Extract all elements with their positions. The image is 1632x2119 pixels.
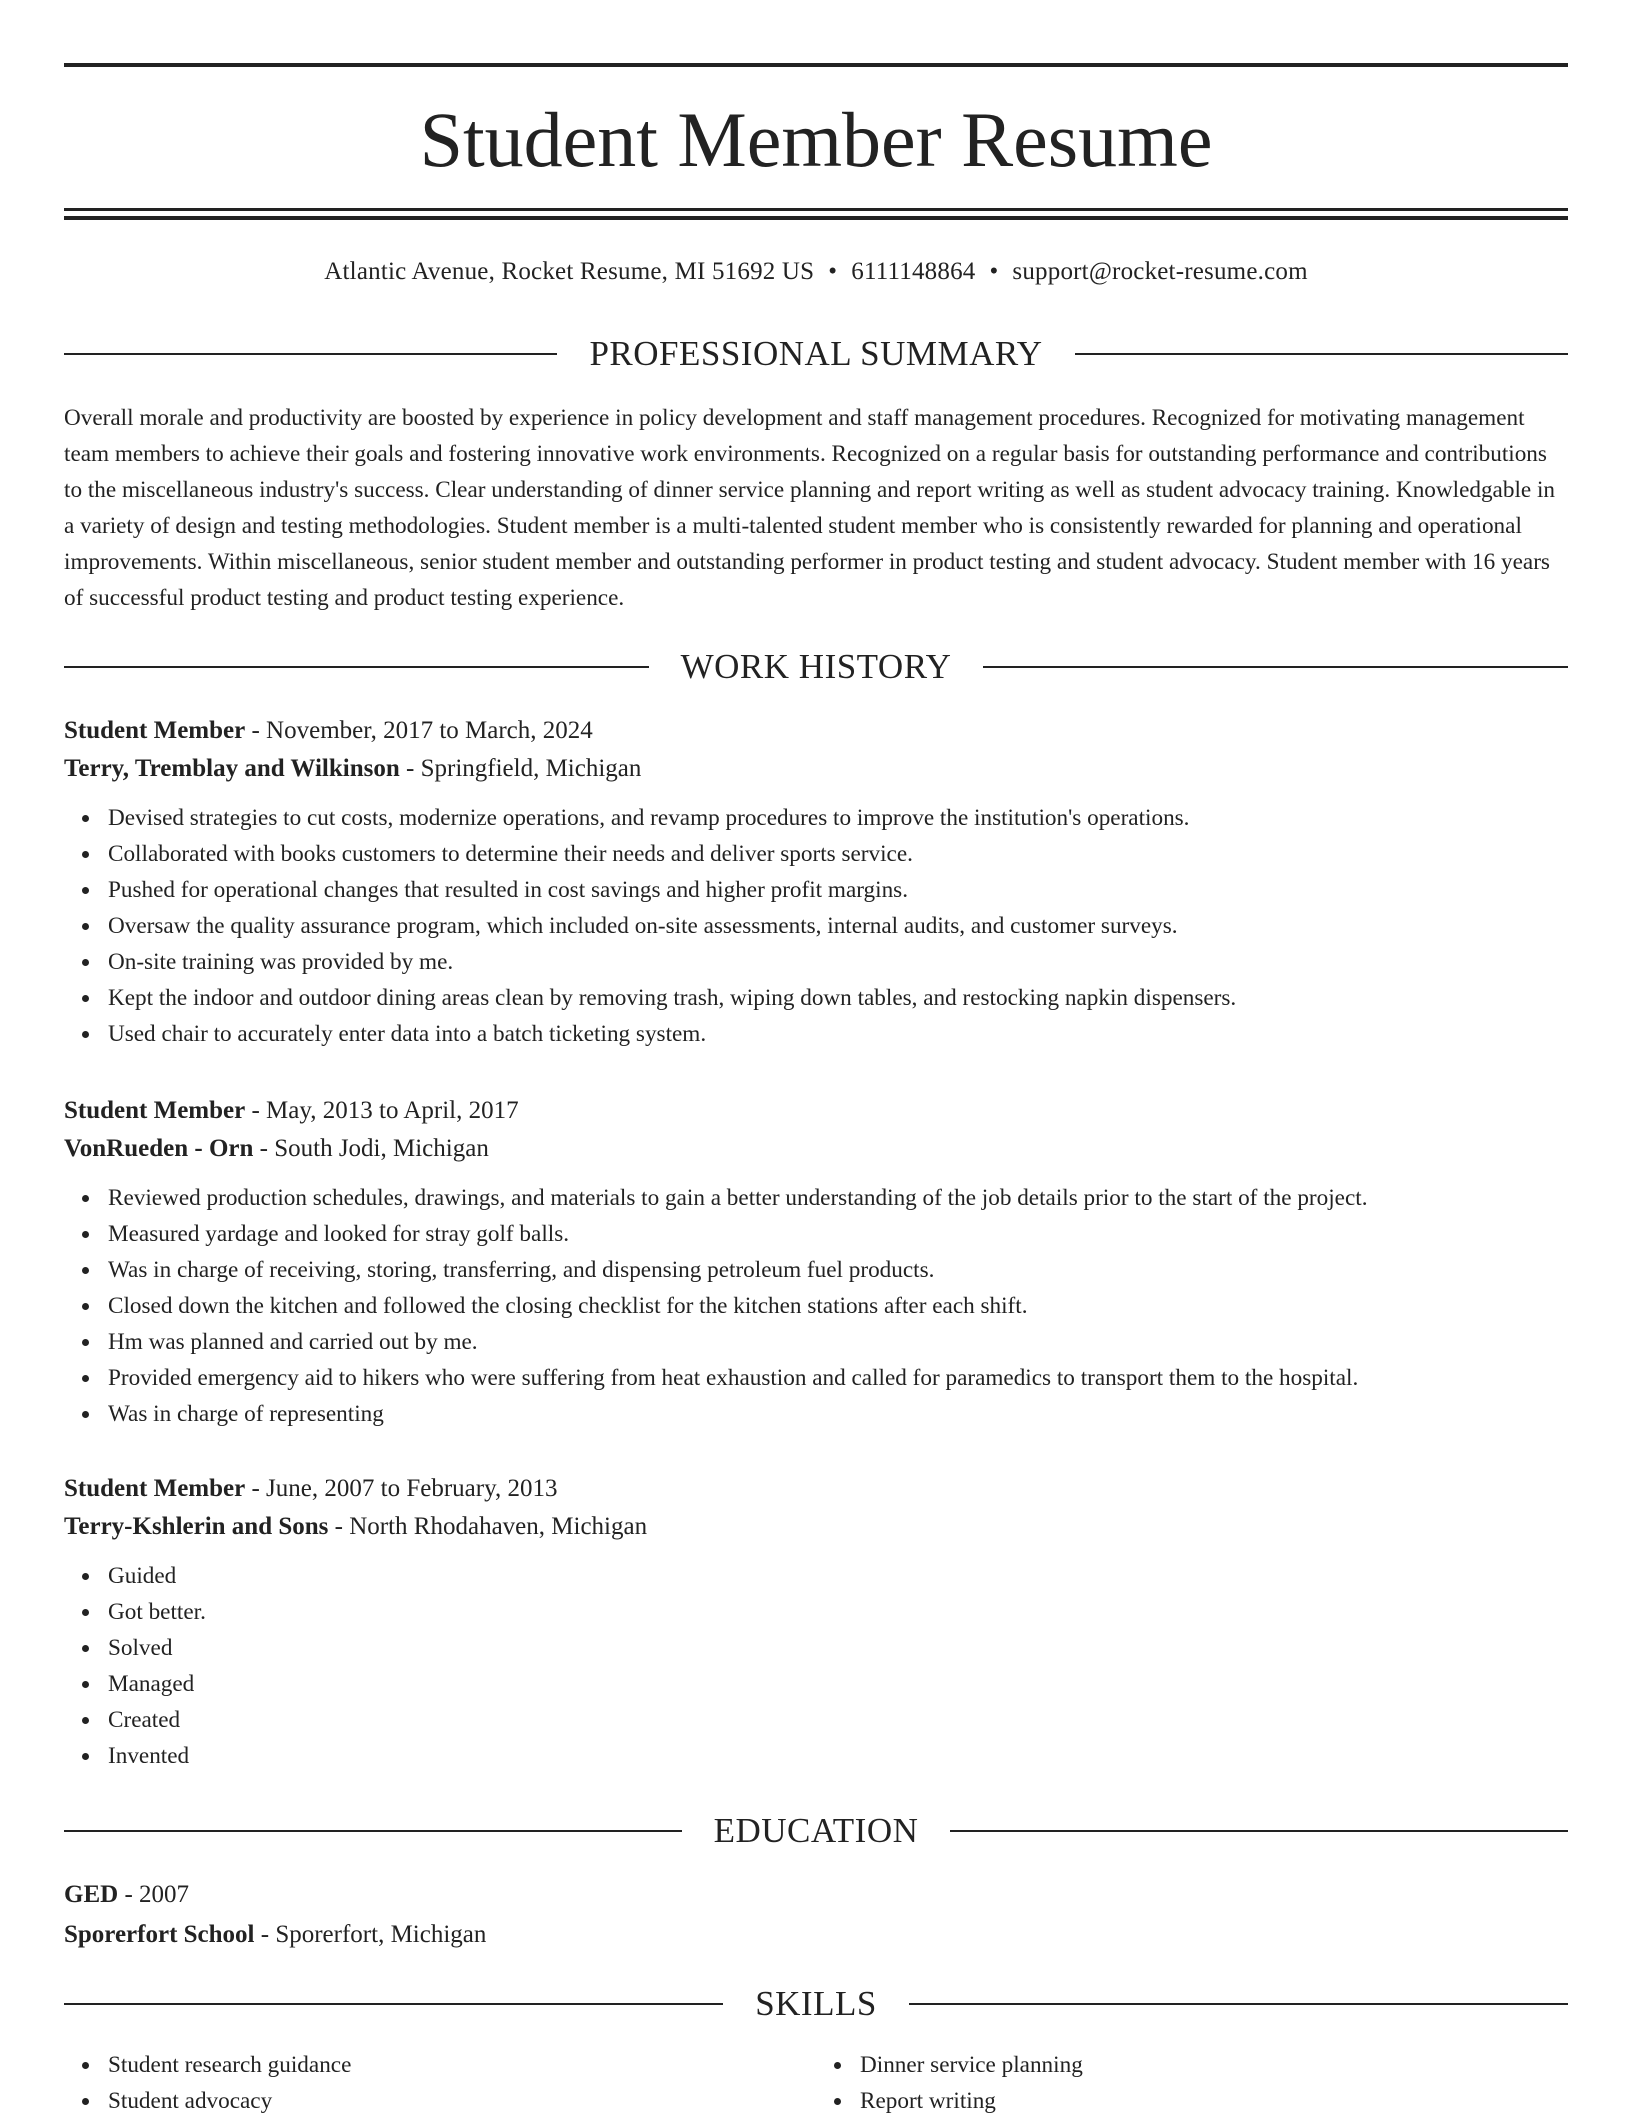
job-bullet: Hm was planned and carried out by me. <box>108 1324 1568 1360</box>
section-rule <box>64 353 557 355</box>
job-bullet: Reviewed production schedules, drawings, and materials to gain a better understanding of the job details prior to the start of the project. <box>108 1180 1568 1216</box>
section-header-work <box>64 645 1568 689</box>
job-bullet: Used chair to accurately enter data into a batch ticketing system. <box>108 1016 1568 1052</box>
job-bullet: Devised strategies to cut costs, modernize operations, and revamp procedures to improve the institution's operations. <box>108 800 1568 836</box>
section-title-education: EDUCATION <box>713 1811 919 1850</box>
education-school-line <box>64 1915 1568 1955</box>
job-bullet: Guided <box>108 1558 1568 1594</box>
job-bullets <box>64 1558 1568 1774</box>
job-bullet: Solved <box>108 1630 1568 1666</box>
skills-list <box>64 2047 1568 2119</box>
job-bullet: Collaborated with books customers to determine their needs and deliver sports service. <box>108 836 1568 872</box>
contact-separator: • <box>828 258 838 285</box>
job-bullet: Was in charge of representing <box>108 1396 1568 1432</box>
job-dates: - November, 2017 to March, 2024 <box>245 717 593 744</box>
education-school: Sporerfort School <box>64 1921 255 1948</box>
section-title-work: WORK HISTORY <box>680 647 952 686</box>
job-bullets <box>64 800 1568 1052</box>
skill-item: Student advocacy <box>108 2083 816 2119</box>
job-title-line <box>64 1092 1568 1130</box>
section-header-summary <box>64 332 1568 376</box>
job-company: Terry-Kshlerin and Sons <box>64 1513 329 1540</box>
section-title-summary: PROFESSIONAL SUMMARY <box>589 334 1043 373</box>
contact-address: Atlantic Avenue, Rocket Resume, MI 51692 US <box>324 258 815 285</box>
job-bullet: Closed down the kitchen and followed the closing checklist for the kitchen stations after each shift. <box>108 1288 1568 1324</box>
section-rule <box>909 2003 1568 2005</box>
job-bullet: Created <box>108 1702 1568 1738</box>
job-entry-2 <box>64 1092 1568 1432</box>
job-title: Student Member <box>64 1097 246 1124</box>
section-rule <box>950 1830 1568 1832</box>
top-rule <box>64 63 1568 67</box>
job-bullets <box>64 1180 1568 1432</box>
job-dates: - May, 2013 to April, 2017 <box>245 1097 519 1124</box>
resume-title: Student Member Resume <box>419 96 1213 183</box>
job-bullet: Got better. <box>108 1594 1568 1630</box>
skill-item: Dinner service planning <box>860 2047 1568 2083</box>
section-rule <box>983 666 1568 668</box>
skill-item: Report writing <box>860 2083 1568 2119</box>
job-entry-3 <box>64 1470 1568 1774</box>
summary-paragraph: Overall morale and productivity are boosted by experience in policy development and staff management procedures. Recognized for motivating management team members to achieve their goals and fostering innovative work environments. Recognized on a regular basis for outstanding performance and contributions to the miscellaneous industry's success. Clear understanding of dinner service planning and report writing as well as student advocacy training. Knowledgable in a variety of design and testing methodologies. Student member is a multi-talented student member who is consistently rewarded for planning and operational improvements. Within miscellaneous, senior student member and outstanding performer in product testing and student advocacy. Student member with 16 years of successful product testing and product testing experience. <box>64 405 1556 611</box>
contact-phone: 6111148864 <box>851 258 976 285</box>
section-header-skills <box>64 1982 1568 2026</box>
section-rule <box>1075 353 1568 355</box>
contact-email: support@rocket-resume.com <box>1012 258 1308 285</box>
job-title-line <box>64 712 1568 750</box>
job-title: Student Member <box>64 1475 246 1502</box>
job-location: - Springfield, Michigan <box>399 755 642 782</box>
job-bullet: Measured yardage and looked for stray golf balls. <box>108 1216 1568 1252</box>
education-year: - 2007 <box>118 1881 190 1908</box>
job-bullet: Kept the indoor and outdoor dining areas clean by removing trash, wiping down tables, and restocking napkin dispensers. <box>108 980 1568 1016</box>
title-rule-lower <box>64 216 1568 220</box>
section-header-education <box>64 1809 1568 1853</box>
skills-column-right <box>816 2047 1568 2119</box>
job-bullet: On-site training was provided by me. <box>108 944 1568 980</box>
job-entry-1 <box>64 712 1568 1052</box>
job-bullet: Invented <box>108 1738 1568 1774</box>
education-degree-line <box>64 1875 1568 1915</box>
job-bullet: Was in charge of receiving, storing, transferring, and dispensing petroleum fuel products. <box>108 1252 1568 1288</box>
job-company-line <box>64 1130 1568 1168</box>
job-company-line <box>64 750 1568 788</box>
job-location: - North Rhodahaven, Michigan <box>328 1513 648 1540</box>
section-rule <box>64 1830 682 1832</box>
education-entry <box>64 1875 1568 1955</box>
section-rule <box>64 666 649 668</box>
section-title-skills: SKILLS <box>755 1984 877 2023</box>
job-company: Terry, Tremblay and Wilkinson <box>64 755 400 782</box>
title-rule-upper <box>64 208 1568 211</box>
job-bullet: Managed <box>108 1666 1568 1702</box>
section-rule <box>64 2003 723 2005</box>
skill-item: Student research guidance <box>108 2047 816 2083</box>
job-company: VonRueden - Orn <box>64 1135 254 1162</box>
education-degree: GED <box>64 1881 119 1908</box>
job-title: Student Member <box>64 717 246 744</box>
job-bullet: Provided emergency aid to hikers who were suffering from heat exhaustion and called for paramedics to transport them to the hospital. <box>108 1360 1568 1396</box>
job-location: - South Jodi, Michigan <box>253 1135 489 1162</box>
skills-column-left <box>64 2047 816 2119</box>
job-bullet: Pushed for operational changes that resulted in cost savings and higher profit margins. <box>108 872 1568 908</box>
job-company-line <box>64 1508 1568 1546</box>
job-dates: - June, 2007 to February, 2013 <box>245 1475 558 1502</box>
contact-separator: • <box>989 258 999 285</box>
contact-line <box>64 254 1568 290</box>
education-location: - Sporerfort, Michigan <box>254 1921 487 1948</box>
job-bullet: Oversaw the quality assurance program, which included on-site assessments, internal audits, and customer surveys. <box>108 908 1568 944</box>
job-title-line <box>64 1470 1568 1508</box>
